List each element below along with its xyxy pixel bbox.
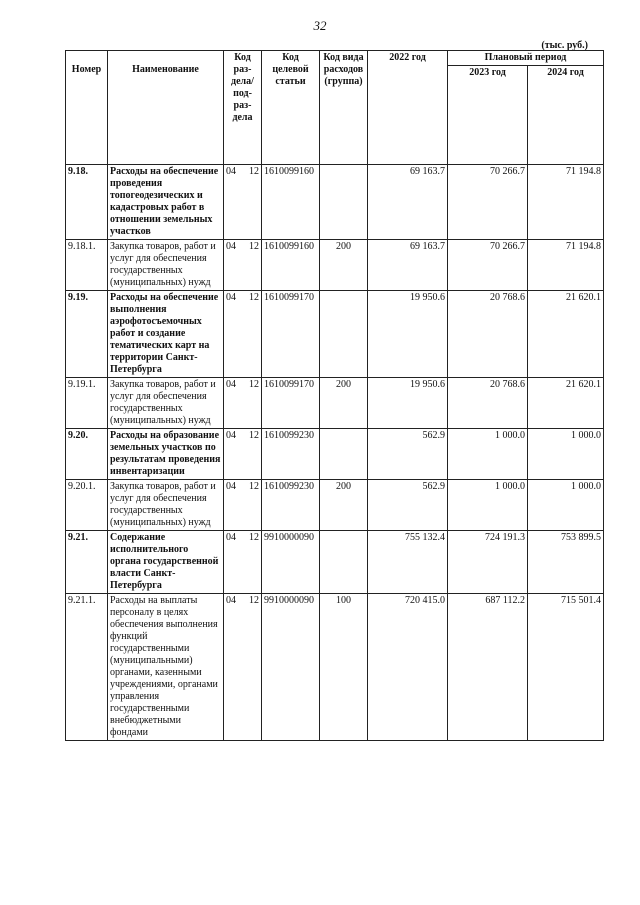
- row-name: Закупка товаров, работ и услуг для обеспечения государственных (муниципальных) нужд: [108, 480, 224, 531]
- row-razdel: 04: [226, 379, 236, 390]
- row-target-code: 1610099160: [262, 240, 320, 291]
- row-value-2022: 69 163.7: [368, 240, 448, 291]
- table-row: [66, 378, 604, 429]
- row-razdel: 04: [226, 430, 236, 441]
- row-value-2023: 687 112.2: [448, 594, 528, 741]
- header-target: Код целевой статьи: [262, 51, 320, 165]
- row-name: Расходы на обеспечение выполнения аэрофотосъемочных работ и создание тематических карт на территории Санкт-Петербурга: [108, 291, 224, 378]
- row-value-2023: 20 768.6: [448, 291, 528, 378]
- header-section: Код раз-дела/ под-раз-дела: [224, 51, 262, 165]
- row-value-2022: 19 950.6: [368, 291, 448, 378]
- row-name: Расходы на выплаты персоналу в целях обеспечения выполнения функций государственными (муниципальными) органами, казенными учреждениями, органами управления государственными внебюджетными фондами: [108, 594, 224, 741]
- row-razdel: 04: [226, 595, 236, 606]
- row-value-2022: 69 163.7: [368, 165, 448, 240]
- row-section-code: [224, 594, 262, 741]
- row-name: Закупка товаров, работ и услуг для обеспечения государственных (муниципальных) нужд: [108, 240, 224, 291]
- row-section-code: [224, 378, 262, 429]
- row-target-code: 1610099160: [262, 165, 320, 240]
- row-value-2023: 20 768.6: [448, 378, 528, 429]
- row-razdel: 04: [226, 532, 236, 543]
- budget-table: [65, 50, 604, 741]
- row-podrazdel: 12: [249, 532, 259, 543]
- page-number: 32: [313, 18, 327, 33]
- row-value-2023: 70 266.7: [448, 165, 528, 240]
- header-expense-type: Код вида расходов (группа): [320, 51, 368, 165]
- row-target-code: 9910000090: [262, 594, 320, 741]
- row-section-code: [224, 531, 262, 594]
- row-section-code: [224, 480, 262, 531]
- row-podrazdel: 12: [249, 595, 259, 606]
- header-row-1: [66, 51, 604, 66]
- table-header: [66, 51, 604, 165]
- row-number: 9.18.: [66, 165, 108, 240]
- row-value-2024: 1 000.0: [528, 429, 604, 480]
- header-2023: 2023 год: [448, 66, 528, 165]
- row-razdel: 04: [226, 292, 236, 303]
- header-planned-period: Плановый период: [448, 51, 604, 66]
- header-number: Номер: [66, 51, 108, 165]
- row-expense-type-code: 200: [320, 480, 368, 531]
- header-2024: 2024 год: [528, 66, 604, 165]
- row-razdel: 04: [226, 166, 236, 177]
- row-podrazdel: 12: [249, 430, 259, 441]
- row-value-2024: 71 194.8: [528, 165, 604, 240]
- row-section-code: [224, 165, 262, 240]
- row-expense-type-code: [320, 165, 368, 240]
- row-value-2024: 753 899.5: [528, 531, 604, 594]
- row-name: Закупка товаров, работ и услуг для обеспечения государственных (муниципальных) нужд: [108, 378, 224, 429]
- row-name: Содержание исполнительного органа государственной власти Санкт-Петербурга: [108, 531, 224, 594]
- row-value-2024: 71 194.8: [528, 240, 604, 291]
- row-number: 9.21.: [66, 531, 108, 594]
- row-value-2022: 562.9: [368, 480, 448, 531]
- table-body: [66, 165, 604, 741]
- row-value-2022: 720 415.0: [368, 594, 448, 741]
- row-value-2024: 1 000.0: [528, 480, 604, 531]
- row-razdel: 04: [226, 241, 236, 252]
- row-podrazdel: 12: [249, 166, 259, 177]
- row-number: 9.18.1.: [66, 240, 108, 291]
- row-value-2023: 1 000.0: [448, 429, 528, 480]
- row-target-code: 1610099170: [262, 378, 320, 429]
- row-name: Расходы на образование земельных участков по результатам проведения инвентаризации: [108, 429, 224, 480]
- units-label: (тыс. руб.): [541, 40, 588, 51]
- row-value-2022: 562.9: [368, 429, 448, 480]
- row-value-2024: 21 620.1: [528, 378, 604, 429]
- row-number: 9.19.1.: [66, 378, 108, 429]
- row-expense-type-code: [320, 291, 368, 378]
- table-row: [66, 531, 604, 594]
- row-razdel: 04: [226, 481, 236, 492]
- row-value-2022: 19 950.6: [368, 378, 448, 429]
- table-row: [66, 165, 604, 240]
- row-target-code: 1610099170: [262, 291, 320, 378]
- row-target-code: 9910000090: [262, 531, 320, 594]
- row-value-2023: 724 191.3: [448, 531, 528, 594]
- row-expense-type-code: 100: [320, 594, 368, 741]
- row-value-2023: 1 000.0: [448, 480, 528, 531]
- table-row: [66, 240, 604, 291]
- table-row: [66, 291, 604, 378]
- row-expense-type-code: 200: [320, 378, 368, 429]
- row-number: 9.20.1.: [66, 480, 108, 531]
- table-row: [66, 429, 604, 480]
- row-number: 9.19.: [66, 291, 108, 378]
- row-value-2023: 70 266.7: [448, 240, 528, 291]
- row-section-code: [224, 429, 262, 480]
- row-number: 9.21.1.: [66, 594, 108, 741]
- row-value-2024: 21 620.1: [528, 291, 604, 378]
- row-expense-type-code: 200: [320, 240, 368, 291]
- row-expense-type-code: [320, 531, 368, 594]
- row-expense-type-code: [320, 429, 368, 480]
- row-podrazdel: 12: [249, 379, 259, 390]
- row-value-2022: 755 132.4: [368, 531, 448, 594]
- row-value-2024: 715 501.4: [528, 594, 604, 741]
- row-podrazdel: 12: [249, 481, 259, 492]
- row-podrazdel: 12: [249, 241, 259, 252]
- table-row: [66, 594, 604, 741]
- row-number: 9.20.: [66, 429, 108, 480]
- row-name: Расходы на обеспечение проведения топогеодезических и кадастровых работ в отношении земельных участков: [108, 165, 224, 240]
- header-2022: 2022 год: [368, 51, 448, 165]
- row-section-code: [224, 291, 262, 378]
- table-row: [66, 480, 604, 531]
- row-podrazdel: 12: [249, 292, 259, 303]
- row-target-code: 1610099230: [262, 429, 320, 480]
- header-name: Наименование: [108, 51, 224, 165]
- row-section-code: [224, 240, 262, 291]
- row-target-code: 1610099230: [262, 480, 320, 531]
